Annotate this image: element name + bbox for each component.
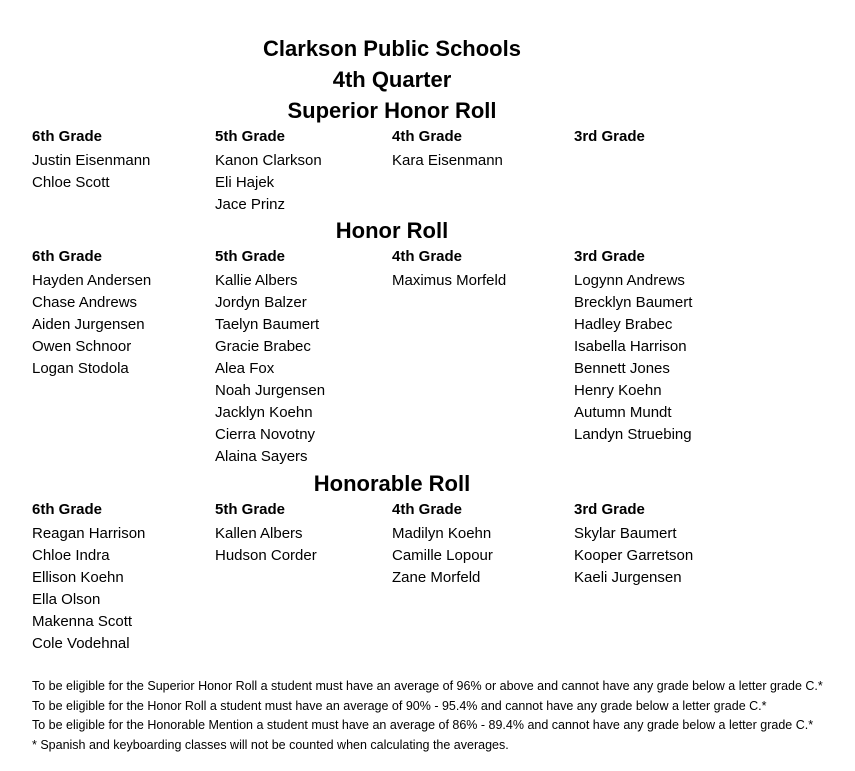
student-name: Bennett Jones bbox=[574, 360, 670, 377]
student-name: Kallen Albers bbox=[215, 525, 303, 542]
student-name: Noah Jurgensen bbox=[215, 382, 326, 399]
note-exclusions: * Spanish and keyboarding classes will not be counted when calculating the averages. bbox=[32, 737, 509, 752]
student-list bbox=[574, 523, 693, 589]
grade-heading: 3rd Grade bbox=[574, 248, 645, 265]
student-name: Isabella Harrison bbox=[574, 338, 687, 355]
grade-column bbox=[392, 128, 503, 172]
student-name: Kara Eisenmann bbox=[392, 152, 503, 169]
student-name: Chloe Scott bbox=[32, 174, 110, 191]
grade-heading: 5th Grade bbox=[215, 501, 286, 518]
student-name: Camille Lopour bbox=[392, 547, 493, 564]
student-name: Madilyn Koehn bbox=[392, 525, 492, 542]
grade-column bbox=[32, 501, 145, 655]
student-name: Henry Koehn bbox=[574, 382, 662, 399]
grade-column bbox=[215, 248, 325, 468]
student-name: Hadley Brabec bbox=[574, 316, 673, 333]
student-name: Makenna Scott bbox=[32, 613, 133, 630]
student-name: Jacklyn Koehn bbox=[215, 404, 313, 421]
student-list bbox=[392, 523, 493, 589]
student-name: Gracie Brabec bbox=[215, 338, 311, 355]
student-name: Jace Prinz bbox=[215, 196, 286, 213]
student-list bbox=[215, 523, 317, 567]
student-list bbox=[215, 270, 325, 468]
grade-column bbox=[32, 248, 151, 380]
section-title: Honor Roll bbox=[335, 218, 449, 243]
grade-column bbox=[392, 248, 506, 292]
student-name: Brecklyn Baumert bbox=[574, 294, 693, 311]
grade-heading: 6th Grade bbox=[32, 501, 103, 518]
grade-column bbox=[574, 248, 692, 446]
grade-heading: 4th Grade bbox=[392, 128, 463, 145]
student-name: Chloe Indra bbox=[32, 547, 110, 564]
student-name: Reagan Harrison bbox=[32, 525, 146, 542]
student-name: Landyn Struebing bbox=[574, 426, 692, 443]
student-name: Owen Schnoor bbox=[32, 338, 132, 355]
student-name: Ellison Koehn bbox=[32, 569, 124, 586]
student-name: Cierra Novotny bbox=[215, 426, 316, 443]
grade-heading: 6th Grade bbox=[32, 128, 103, 145]
student-name: Alea Fox bbox=[215, 360, 275, 377]
student-name: Aiden Jurgensen bbox=[32, 316, 145, 333]
student-name: Justin Eisenmann bbox=[32, 152, 151, 169]
grade-column bbox=[32, 128, 150, 194]
grade-heading: 5th Grade bbox=[215, 248, 286, 265]
student-name: Taelyn Baumert bbox=[215, 316, 320, 333]
student-name: Skylar Baumert bbox=[574, 525, 677, 542]
note-honor: To be eligible for the Honor Roll a student must have an average of 90% - 95.4% and cannot have any grade below a letter grade C.* bbox=[32, 698, 767, 713]
student-name: Autumn Mundt bbox=[574, 404, 672, 421]
student-name: Jordyn Balzer bbox=[215, 294, 307, 311]
student-name: Cole Vodehnal bbox=[32, 635, 130, 652]
grade-heading: 4th Grade bbox=[392, 501, 463, 518]
grade-heading: 5th Grade bbox=[215, 128, 286, 145]
note-superior: To be eligible for the Superior Honor Roll a student must have an average of 96% or above and cannot have any grade below a letter grade C.* bbox=[32, 679, 823, 693]
grade-column bbox=[215, 128, 322, 216]
grade-heading: 4th Grade bbox=[392, 248, 463, 265]
student-name: Ella Olson bbox=[32, 591, 101, 608]
student-name: Kanon Clarkson bbox=[215, 152, 322, 169]
grade-column bbox=[574, 501, 693, 589]
section-title: Superior Honor Roll bbox=[287, 98, 497, 123]
student-name: Kaeli Jurgensen bbox=[574, 569, 682, 586]
student-list bbox=[392, 270, 506, 292]
student-list bbox=[32, 270, 151, 380]
student-name: Hayden Andersen bbox=[32, 272, 152, 289]
student-name: Logan Stodola bbox=[32, 360, 129, 377]
section-title: Honorable Roll bbox=[313, 471, 471, 496]
grade-heading: 3rd Grade bbox=[574, 501, 645, 518]
student-name: Hudson Corder bbox=[215, 547, 317, 564]
note-honorable: To be eligible for the Honorable Mention a student must have an average of 86% - 89.4% and cannot have any grade below a letter grade C.* bbox=[32, 718, 814, 732]
student-name: Kooper Garretson bbox=[574, 547, 694, 564]
quarter-title: 4th Quarter bbox=[332, 67, 452, 92]
grade-column bbox=[574, 128, 645, 150]
student-list bbox=[392, 150, 503, 172]
eligibility-notes bbox=[32, 677, 842, 755]
grade-column bbox=[215, 501, 317, 567]
grade-column bbox=[392, 501, 493, 589]
student-list bbox=[574, 270, 692, 446]
grade-heading: 3rd Grade bbox=[574, 128, 645, 145]
school-name: Clarkson Public Schools bbox=[263, 36, 521, 61]
grade-heading: 6th Grade bbox=[32, 248, 103, 265]
student-list bbox=[32, 523, 145, 655]
student-name: Zane Morfeld bbox=[392, 569, 481, 586]
student-name: Kallie Albers bbox=[215, 272, 298, 289]
student-list bbox=[32, 150, 150, 194]
student-name: Logynn Andrews bbox=[574, 272, 685, 289]
student-name: Alaina Sayers bbox=[215, 448, 308, 465]
student-name: Maximus Morfeld bbox=[392, 272, 507, 289]
student-list bbox=[215, 150, 322, 216]
student-name: Eli Hajek bbox=[215, 174, 275, 191]
student-name: Chase Andrews bbox=[32, 294, 138, 311]
